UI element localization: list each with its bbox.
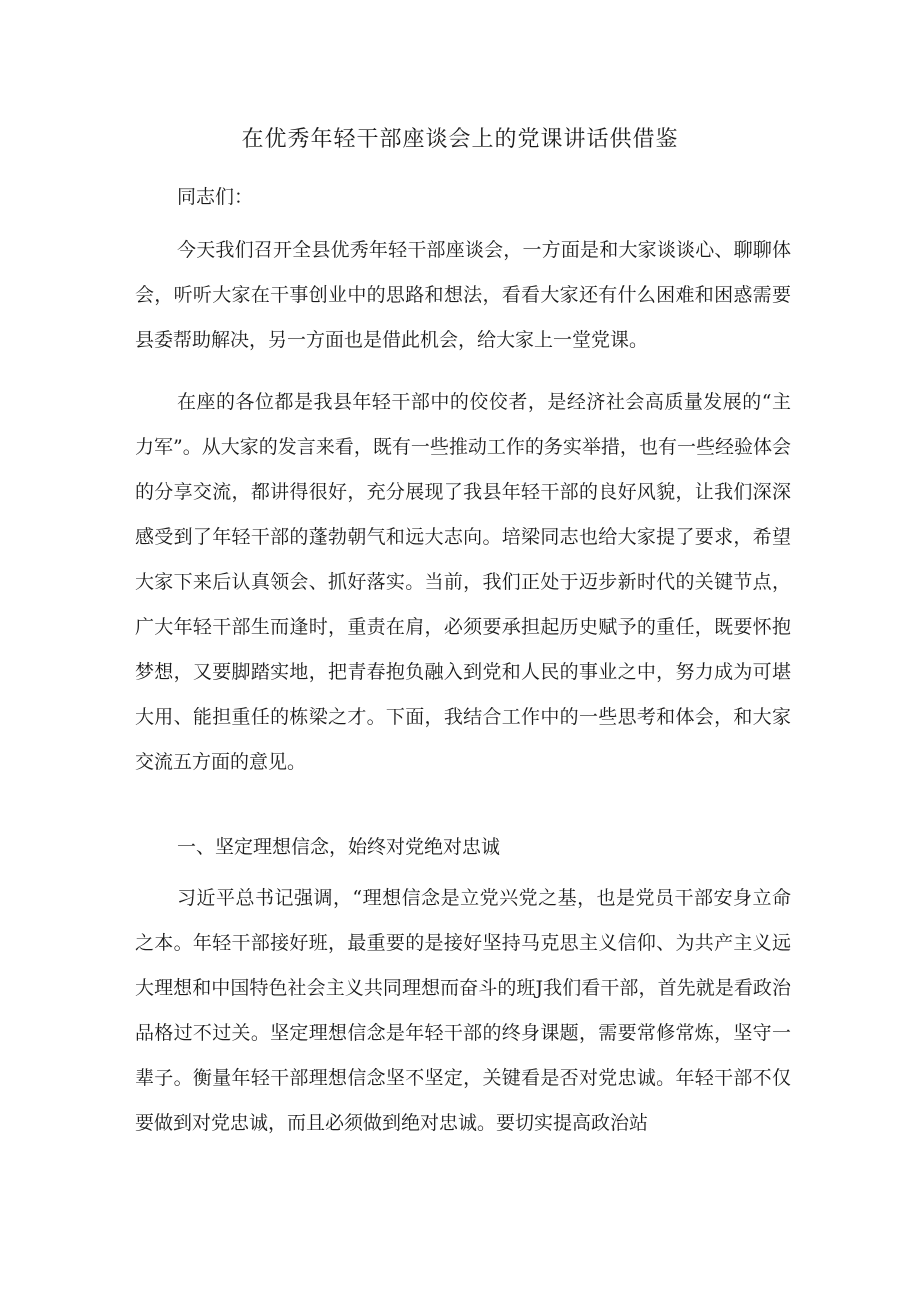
section-paragraph: 习近平总书记强调，“理想信念是立党兴党之基，也是党员干部安身立命之本。年轻干部接好班，最重要的是接好坚持马克思主义信仰、为共产主义远大理想和中国特色社会主义共同理想而奋斗的班J我们看干部，首先就是看政治品格过不过关。坚定理想信念是年轻干部的终身课题，需要常修常炼，坚守一辈子。衡量年轻干部理想信念坚不坚定，关键看是否对党忠诚。年轻干部不仅要做到对党忠诚，而且必须做到绝对忠诚。要切实提高政治站 bbox=[135, 887, 791, 1134]
section-heading: 一、坚定理想信念，始终对党绝对忠诚 bbox=[177, 836, 501, 858]
paragraph-main: 在座的各位都是我县年轻干部中的佼佼者，是经济社会高质量发展的“主力军”。从大家的发言来看，既有一些推动工作的务实举措，也有一些经验体会的分享交流，都讲得很好，充分展现了我县年轻干部的良好风貌，让我们深深感受到了年轻干部的蓬勃朝气和远大志向。培梁同志也给大家提了要求，希望大家下来后认真领会、抓好落实。当前，我们正处于迈步新时代的关键节点，广大年轻干部生而逢时，重责在肩，必须要承担起历史赋予的重任，既要怀抱梦想，又要脚踏实地，把青春抱负融入到党和人民的事业之中，努力成为可堪大用、能担重任的栋梁之才。下面，我结合工作中的一些思考和体会，和大家交流五方面的意见。 bbox=[135, 391, 791, 773]
paragraph-intro: 今天我们召开全县优秀年轻干部座谈会，一方面是和大家谈谈心、聊聊体会，听听大家在干事创业中的思路和想法，看看大家还有什么困难和困惑需要县委帮助解决，另一方面也是借此机会，给大家上一堂党课。 bbox=[135, 239, 791, 351]
salutation: 同志们： bbox=[177, 186, 254, 208]
document-title: 在优秀年轻干部座谈会上的党课讲话供借鉴 bbox=[241, 127, 679, 152]
